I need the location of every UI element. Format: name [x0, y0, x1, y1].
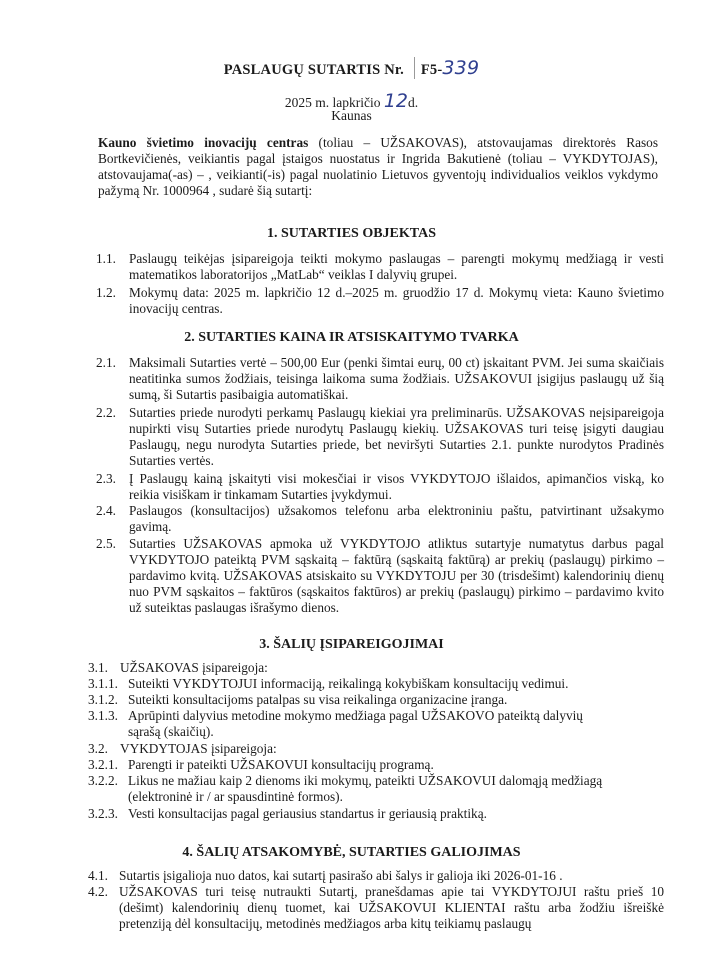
section-heading-3: 3. ŠALIŲ ĮSIPAREIGOJIMAI: [259, 637, 444, 652]
section-heading-1: 1. SUTARTIES OBJEKTAS: [267, 226, 436, 241]
date-suffix: d.: [408, 95, 419, 110]
handwritten-contract-number: 339: [442, 57, 480, 79]
clause-number: 3.2.2.: [88, 773, 118, 788]
clause-text: Sutarties UŽSAKOVAS apmoka už VYKDYTOJO atliktus sutartyje numatytus darbus pagal VYKDYTOJO pateiktą PVM sąskaitą – faktūrą (sąskaitą faktūrą) ar prekių (paslaugų) pirkimo – pardavimo kvitą. UŽSAKOVAS atsiskaito su VYKDYTOJU per 30 (trisdešimt) kalendorinių dienų nuo PVM sąskaitos – faktūros (sąskaitos faktūros) ar prekių (paslaugų) pirkimo – pardavimo kvito už suteiktas paslaugas išrašymo dienos.: [129, 536, 664, 615]
contract-prefix: F5-: [420, 62, 443, 78]
handwritten-day: 12: [383, 90, 409, 112]
clause-text: Mokymų data: 2025 m. lapkričio 12 d.–2025 m. gruodžio 17 d. Mokymų vieta: Kauno švietimo inovacijų centras.: [129, 285, 664, 316]
clause-number: 2.4.: [96, 503, 116, 518]
clause-text: Maksimali Sutarties vertė – 500,00 Eur (penki šimtai eurų, 00 ct) įskaitant PVM. Jei suma skaičiais neatitinka sumos žodžiais, teisinga laikoma suma žodžiais. UŽSAKOVUI įsigijus paslaugų už šią sumą, ši Sutartis pasibaigia automatiškai.: [129, 355, 664, 402]
clause-number: 2.3.: [96, 471, 116, 486]
title-text: PASLAUGŲ SUTARTIS Nr.: [223, 62, 405, 78]
clause-text: Į Paslaugų kainą įskaityti visi mokesčiai ir visos VYKDYTOJO išlaidos, apimančios viską, ko reikia visiškam ir tinkamam Sutarties įvykdymui.: [129, 471, 664, 502]
clause-text: Sutarties priede nurodyti perkamų Paslaugų kiekiai yra preliminarūs. UŽSAKOVAS neįsipareigoja nupirkti visų Sutarties priede nurodytų Paslaugų kiekių. UŽSAKOVAS turi teisę įsigyti daugiau Paslaugų, negu nurodyta Sutarties priede, bet neviršyti Sutarties 2.1. punkte nurodytos Pradinės Sutarties vertės.: [129, 405, 664, 468]
clause-number: 4.2.: [88, 884, 108, 899]
section-heading-4: 4. ŠALIŲ ATSAKOMYBĖ, SUTARTIES GALIOJIMAS: [182, 845, 521, 860]
clause-number: 4.1.: [88, 868, 108, 883]
clause-text: Suteikti konsultacijoms patalpas su visa reikalinga organizacine įranga.: [128, 692, 508, 707]
clause-text: Sutartis įsigalioja nuo datos, kai sutartį pasirašo abi šalys ir galioja iki 2026-01-16 .: [119, 868, 563, 883]
clause-number: 3.1.3.: [88, 708, 118, 723]
clause-number: 2.5.: [96, 536, 116, 551]
intro-paragraph: [98, 135, 658, 199]
clause-text: Paslaugų teikėjas įsipareigoja teikti mokymo paslaugas – parengti mokymų medžiagą ir vesti matematikos laboratorijos „MatLab“ veiklas I dalyvių grupei.: [129, 251, 664, 282]
clause-text: Suteikti VYKDYTOJUI informaciją, reikalingą kokybiškam konsultacijų vedimui.: [128, 676, 569, 691]
clause-text: UŽSAKOVAS įsipareigoja:: [120, 660, 268, 675]
clause-number: 1.2.: [96, 285, 116, 300]
section-heading-2: 2. SUTARTIES KAINA IR ATSISKAITYMO TVARKA: [184, 330, 519, 345]
intro-text: (toliau – UŽSAKOVAS), atstovaujamas direktorės Rasos Bortkevičienės, veikiantis pagal įstaigos nuostatus ir Ingrida Bakutienė (toliau – VYKDYTOJAS), atstovaujama(-as) – , veikianti(-is) pagal nuolatinio Lietuvos gyventojų individualios veiklos vykdymo pažymą Nr. 1000964 , sudarė šią sutartį:: [98, 135, 659, 198]
clause-number: 3.2.: [88, 741, 108, 756]
contract-number: [414, 57, 479, 79]
clause-text: Vesti konsultacijas pagal geriausius standartus ir geriausią praktiką.: [128, 806, 487, 821]
clause-number: 3.2.3.: [88, 806, 118, 821]
date-prefix: 2025 m. lapkričio: [284, 95, 381, 110]
contract-title: [0, 57, 703, 79]
clause-number: 3.1.: [88, 660, 108, 675]
contract-city: Kaunas: [331, 108, 372, 123]
clause-number: 3.2.1.: [88, 757, 118, 772]
clause-number: 2.1.: [96, 355, 116, 370]
clause-text: Paslaugos (konsultacijos) užsakomos telefonu arba elektroniniu paštu, patvirtinant užsakymo gavimą.: [129, 503, 664, 534]
clause-text: VYKDYTOJAS įsipareigoja:: [120, 741, 277, 756]
clause-number: 3.1.1.: [88, 676, 118, 691]
clause-number: 1.1.: [96, 251, 116, 266]
clause-number: 3.1.2.: [88, 692, 118, 707]
clause-number: 2.2.: [96, 405, 116, 420]
clause-text: Parengti ir pateikti UŽSAKOVUI konsultacijų programą.: [128, 757, 434, 772]
clause-text: Likus ne mažiau kaip 2 dienoms iki mokymų, pateikti UŽSAKOVUI dalomąją medžiagą (elektroninė ir / ar spausdintinė formos).: [128, 773, 603, 804]
clause-text: Aprūpinti dalyvius metodine mokymo medžiaga pagal UŽSAKOVO pateiktą dalyvių sąrašą (skaičių).: [128, 708, 583, 739]
clause-text: UŽSAKOVAS turi teisę nutraukti Sutartį, pranešdamas apie tai VYKDYTOJUI raštu prieš 10 (dešimt) kalendorinių dienų tuomet, kai UŽSAKOVUI KLIENTAI raštu arba žodžiu išreiškė pretenziją dėl konsultacijų, metodinės medžiagos arba kitų teikiamų paslaugų: [119, 884, 664, 931]
intro-party-name: Kauno švietimo inovacijų centras: [98, 135, 309, 150]
